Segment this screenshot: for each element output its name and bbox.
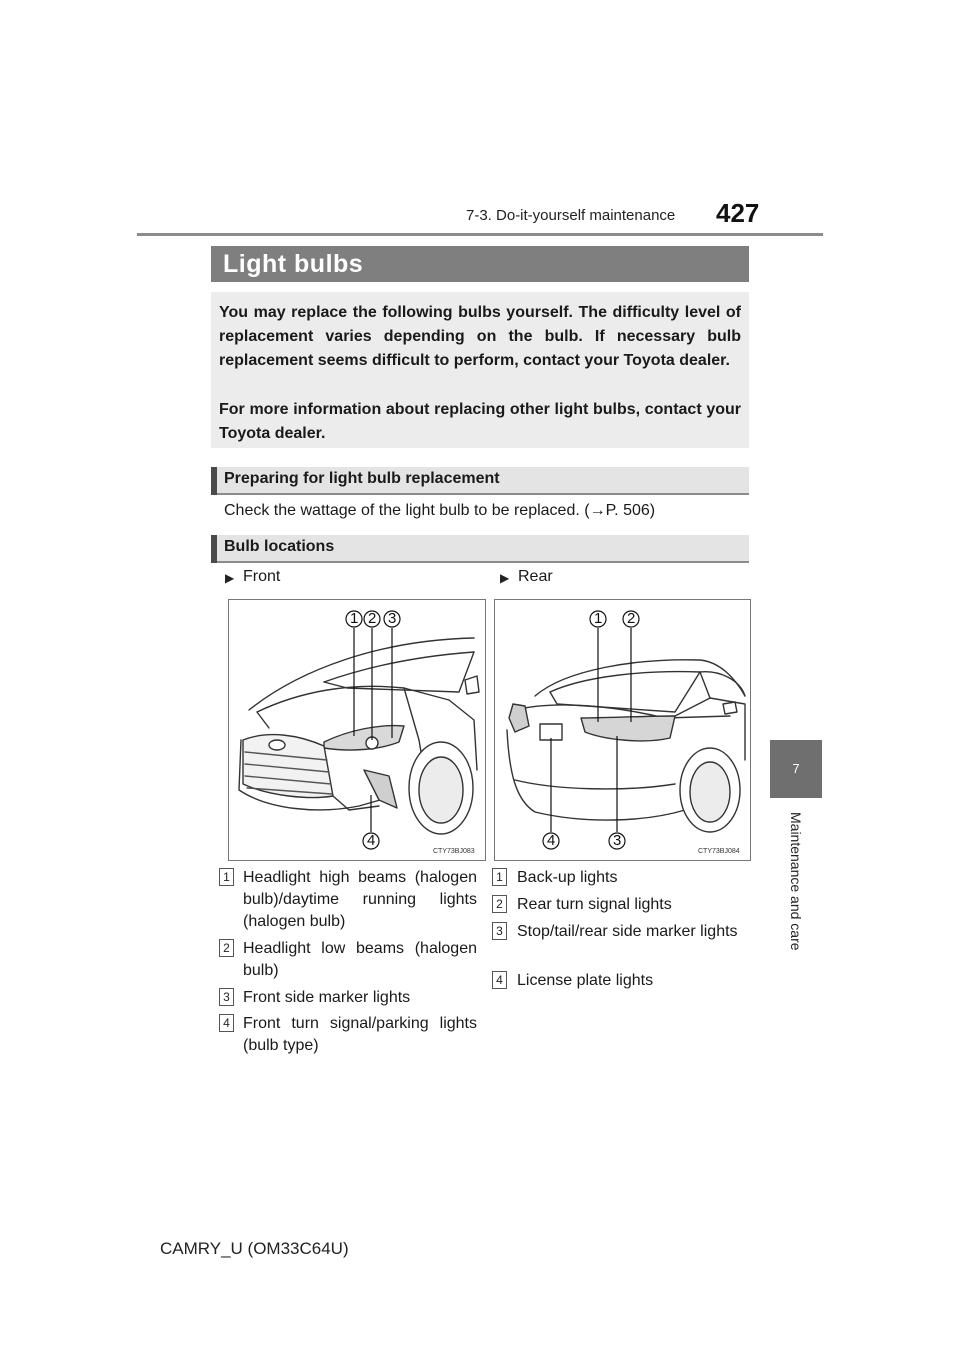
front-item-2-text: Headlight low beams (halogen bulb) [243,940,477,979]
rear-item-2-text: Rear turn signal lights [517,896,672,913]
section-header: 7-3. Do-it-yourself maintenance [466,207,676,224]
rear-label: Rear [518,568,553,585]
rear-item-3-text: Stop/tail/rear side marker lights [517,923,738,940]
page-number: 427 [716,198,760,228]
heading-marker [211,535,217,563]
chapter-label: Maintenance and care [788,812,804,951]
title-bar [211,246,749,282]
rear-item-1-text: Back-up lights [517,869,618,886]
locations-heading: Bulb locations [224,538,335,555]
rear-callout-4: 4 [547,832,556,849]
front-callout-3: 3 [388,610,397,627]
preparing-text: Check the wattage of the light bulb to be replaced. (→P. 506) [224,502,656,519]
locations-heading-bar [211,535,749,563]
front-item-4-badge: 4 [219,1014,234,1032]
rear-callout-2: 2 [627,610,636,627]
header-divider [137,233,823,236]
chapter-tab: 7 [770,740,822,798]
front-callout-4: 4 [367,832,376,849]
front-item-1-badge: 1 [219,868,234,886]
rear-car-illustration [494,599,751,861]
front-image-code: CTY73BJ083 [433,848,475,855]
front-arrow-icon: ▶ [225,571,235,585]
front-item-3-text: Front side marker lights [243,989,411,1006]
rear-item-3-badge: 3 [492,922,507,940]
rear-image-code: CTY73BJ084 [698,848,740,855]
front-item-3-badge: 3 [219,988,234,1006]
rear-callout-1: 1 [594,610,603,627]
rear-arrow-icon: ▶ [500,571,510,585]
front-callout-1: 1 [350,610,359,627]
preparing-heading-bar [211,467,749,495]
intro-paragraph-1: You may replace the following bulbs yourself. The difficulty level of replacement varies depending on the bulb. If necessary bulb replacement seems difficult to perform, contact your Toyota dealer. [219,304,741,369]
rear-item-4-text: License plate lights [517,972,654,989]
preparing-heading: Preparing for light bulb replacement [224,470,500,487]
rear-item-4-badge: 4 [492,971,507,989]
rear-car-drawing [495,600,750,860]
heading-marker [211,467,217,495]
rear-item-1-badge: 1 [492,868,507,886]
footer-model-code: CAMRY_U (OM33C64U) [160,1239,349,1258]
front-car-drawing [229,600,485,860]
front-item-2-badge: 2 [219,939,234,957]
page-title: Light bulbs [223,250,364,278]
rear-callout-3: 3 [613,832,622,849]
front-label: Front [243,568,281,585]
intro-box [211,292,749,448]
rear-item-2-badge: 2 [492,895,507,913]
chapter-label-container [770,812,822,982]
front-item-4-text: Front turn signal/parking lights (bulb type) [243,1015,477,1054]
front-car-illustration [228,599,486,861]
intro-paragraph-2: For more information about replacing other light bulbs, contact your Toyota dealer. [219,401,741,442]
front-callout-2: 2 [368,610,377,627]
front-item-1-text: Headlight high beams (halogen bulb)/daytime running lights (halogen bulb) [243,869,477,930]
